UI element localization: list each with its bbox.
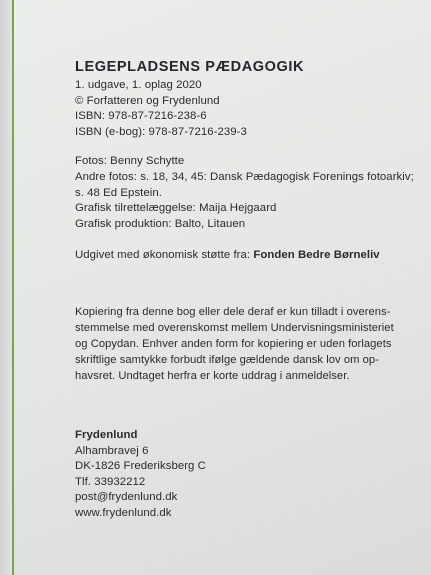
support-prefix: Udgivet med økonomisk støtte fra: [75,249,254,262]
notice-line: og Copydan. Enhver anden form for kopiering er uden forlagets [75,337,392,350]
publisher-street: Alhambravej 6 [75,444,149,457]
production-credit: Grafisk produktion: Balto, Litauen [75,217,246,230]
edition-line: 1. udgave, 1. oplag 2020 [75,79,202,91]
support-foundation: Fonden Bedre Børneliv [253,249,380,262]
publisher-name: Frydenlund [75,428,138,441]
isbn-line: ISBN: 978-87-7216-238-6 [75,110,207,123]
colophon-content [75,58,420,522]
publisher-city: DK-1826 Frederiksberg C [75,460,206,473]
book-info [75,58,420,140]
book-title: LEGEPLADSENS PÆDAGOGIK [75,59,305,75]
publisher-website: www.frydenlund.dk [75,506,172,519]
publisher-address [75,428,420,522]
copyright-line: © Forfatteren og Frydenlund [75,94,220,107]
notice-line: stemmelse med overenskomst mellem Undervisningsministeriet [75,321,394,334]
support-line [75,248,420,264]
green-margin-rule [12,0,14,575]
publisher-email: post@frydenlund.dk [75,491,178,504]
design-credit: Grafisk tilrettelæggelse: Maija Hejgaard [75,202,277,215]
notice-line: Kopiering fra denne bog eller dele deraf er kun tilladt i overens- [75,305,391,318]
page-edge [0,0,12,575]
isbn-ebook-line: ISBN (e-bog): 978-87-7216-239-3 [75,125,247,138]
credits [75,154,420,232]
publisher-phone: Tlf. 33932212 [75,475,146,488]
copyright-notice [75,304,420,384]
notice-line: havsret. Undtaget herfra er korte uddrag i anmeldelser. [75,369,350,382]
photos-credit: Fotos: Benny Schytte [75,155,185,168]
other-photos-credit-2: s. 48 Ed Epstein. [75,186,162,199]
notice-line: skriftlige samtykke forbudt ifølge gældende dansk lov om op- [75,353,379,366]
other-photos-credit-1: Andre fotos: s. 18, 34, 45: Dansk Pædagogisk Forenings fotoarkiv; [75,170,414,183]
